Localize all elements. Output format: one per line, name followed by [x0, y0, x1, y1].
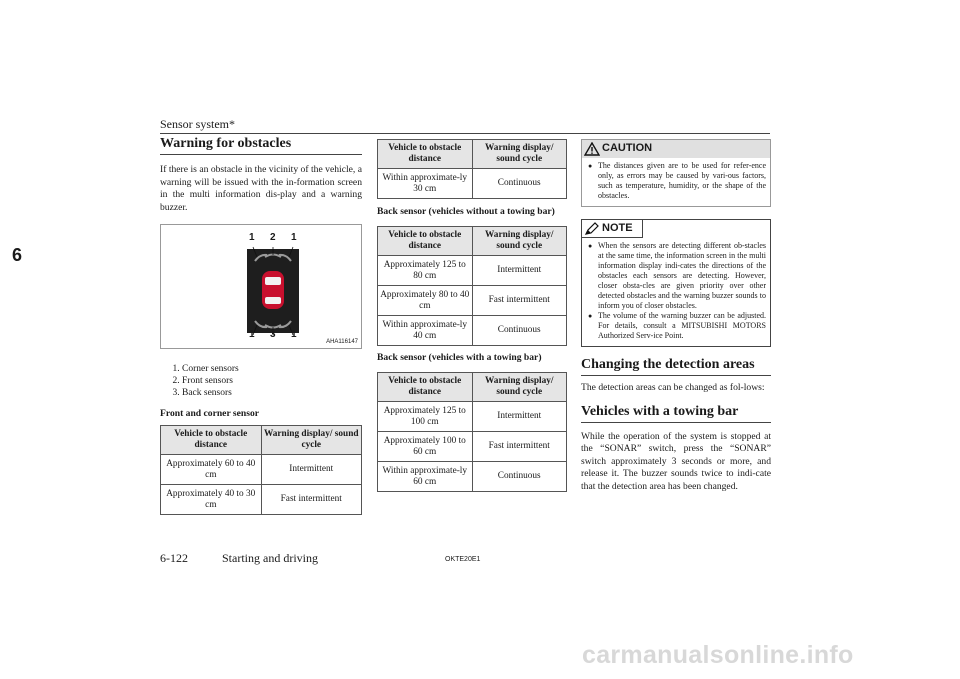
header-distance: Vehicle to obstacle distance [378, 373, 473, 402]
cell-distance: Within approximate-ly 60 cm [378, 462, 473, 492]
column-1 [160, 136, 362, 515]
cell-warning: Continuous [472, 316, 567, 346]
header-warning: Warning display/ sound cycle [261, 426, 362, 455]
cell-distance: Approximately 125 to 100 cm [378, 402, 473, 432]
warning-triangle-icon [584, 142, 600, 156]
towing-paragraph: While the operation of the system is stopped at the “SONAR” switch, press the “SONAR” switch approximately 3 seconds or more, and release it. The buzzer sounds twice to indi-cate that the detection area has been changed. [581, 430, 771, 492]
table-row [378, 402, 567, 432]
cell-distance: Within approximate-ly 30 cm [378, 169, 473, 199]
cell-warning: Fast intermittent [472, 286, 567, 316]
callout-top-right: 1 [291, 232, 297, 244]
cell-warning: Intermittent [261, 455, 362, 485]
bullet-icon: ● [588, 242, 593, 250]
cell-warning: Continuous [472, 169, 567, 199]
chapter-tab: 6 [0, 240, 22, 270]
cell-distance: Approximately 100 to 60 cm [378, 432, 473, 462]
caution-header [582, 140, 770, 158]
change-paragraph: The detection areas can be changed as fol-lows: [581, 382, 765, 393]
cell-warning: Intermittent [472, 402, 567, 432]
note-item-text: The volume of the warning buzzer can be adjusted. For details, consult a MITSUBISHI MOTORS Authorized Serv-ice Point. [598, 311, 766, 340]
header-rule [160, 133, 770, 134]
cell-distance: Approximately 60 to 40 cm [161, 455, 262, 485]
note-item [588, 311, 766, 341]
cell-warning: Fast intermittent [261, 485, 362, 515]
caution-body [582, 158, 770, 206]
cell-warning: Fast intermittent [472, 432, 567, 462]
note-item [588, 241, 766, 311]
table-title-back-no-tow: Back sensor (vehicles without a towing bar) [377, 206, 555, 217]
table-header-row [378, 227, 567, 256]
table-row [378, 432, 567, 462]
figure-legend [160, 363, 362, 399]
table-header-row [378, 140, 567, 169]
note-header [582, 220, 643, 238]
legend-item: 2. Front sensors [182, 375, 362, 387]
table-row [378, 316, 567, 346]
column-2 [377, 139, 567, 492]
bullet-icon: ● [588, 162, 593, 170]
watermark: carmanualsonline.info [582, 641, 854, 669]
note-item-text: When the sensors are detecting different ob-stacles at the same time, the information screen in the multi information display indi-cates the directions of the obstacles each sensors are detecting. However, closer obsta-cles are given priority over other detected obstacles and the warning buzzer sounds to inform you of closer obstacles. [598, 241, 766, 310]
sensor-display-illustration [161, 225, 363, 348]
bullet-icon: ● [588, 312, 593, 320]
back-sensor-towbar-table [377, 372, 567, 492]
cell-warning: Continuous [472, 462, 567, 492]
cell-distance: Approximately 40 to 30 cm [161, 485, 262, 515]
cell-distance: Approximately 80 to 40 cm [378, 286, 473, 316]
callout-bottom-left: 1 [249, 329, 255, 341]
header-warning: Warning display/ sound cycle [472, 227, 567, 256]
callout-top-left: 1 [249, 232, 255, 244]
caution-item [588, 161, 766, 201]
car-icon [262, 271, 284, 309]
page-number: 6-122 [160, 551, 188, 565]
caution-item-text: The distances given are to be used for refer-ence only, as errors may be caused by vari-ous factors, such as temperature, humidity, or the shape of the obstacles. [598, 161, 766, 200]
note-box [581, 219, 771, 347]
caution-title: CAUTION [602, 142, 653, 154]
note-body [582, 238, 770, 346]
table-header-row [378, 373, 567, 402]
cell-distance: Within approximate-ly 40 cm [378, 316, 473, 346]
legend-item: 1. Corner sensors [182, 363, 362, 375]
cell-distance: Approximately 125 to 80 cm [378, 256, 473, 286]
running-header: Sensor system* [160, 117, 235, 131]
intro-paragraph: If there is an obstacle in the vicinity of the vehicle, a warning will be issued with the in-formation screen in the multi information dis-play and a warning buzzer. [160, 164, 362, 213]
table-row [378, 169, 567, 199]
front-corner-sensor-table [160, 425, 362, 515]
column-3 [581, 139, 771, 494]
table-title-back-tow: Back sensor (vehicles with a towing bar) [377, 352, 542, 363]
front-corner-sensor-table-continued [377, 139, 567, 199]
caution-box [581, 139, 771, 207]
back-sensor-no-towbar-table [377, 226, 567, 346]
figure-code: AHA116147 [326, 339, 358, 346]
document-code: OKTE20E1 [445, 556, 481, 563]
heading-changing-detection-areas: Changing the detection areas [581, 357, 771, 376]
note-pencil-icon [584, 222, 600, 236]
callout-bottom-right: 1 [291, 329, 297, 341]
table-header-row [161, 426, 362, 455]
table-row [378, 286, 567, 316]
callout-bottom-center: 3 [270, 329, 276, 341]
note-title: NOTE [602, 222, 633, 234]
header-distance: Vehicle to obstacle distance [378, 140, 473, 169]
header-distance: Vehicle to obstacle distance [161, 426, 262, 455]
cell-warning: Intermittent [472, 256, 567, 286]
header-warning: Warning display/ sound cycle [472, 140, 567, 169]
table-title-front-corner: Front and corner sensor [160, 408, 260, 420]
section-name: Starting and driving [222, 551, 318, 565]
header-distance: Vehicle to obstacle distance [378, 227, 473, 256]
table-row [378, 256, 567, 286]
table-row [378, 462, 567, 492]
table-row [161, 455, 362, 485]
heading-vehicles-with-towing-bar: Vehicles with a towing bar [581, 404, 771, 423]
sensor-display-figure [160, 224, 362, 349]
callout-top-center: 2 [270, 232, 276, 244]
header-warning: Warning display/ sound cycle [472, 373, 567, 402]
heading-warning-for-obstacles: Warning for obstacles [160, 136, 362, 155]
table-row [161, 485, 362, 515]
legend-item: 3. Back sensors [182, 387, 362, 399]
